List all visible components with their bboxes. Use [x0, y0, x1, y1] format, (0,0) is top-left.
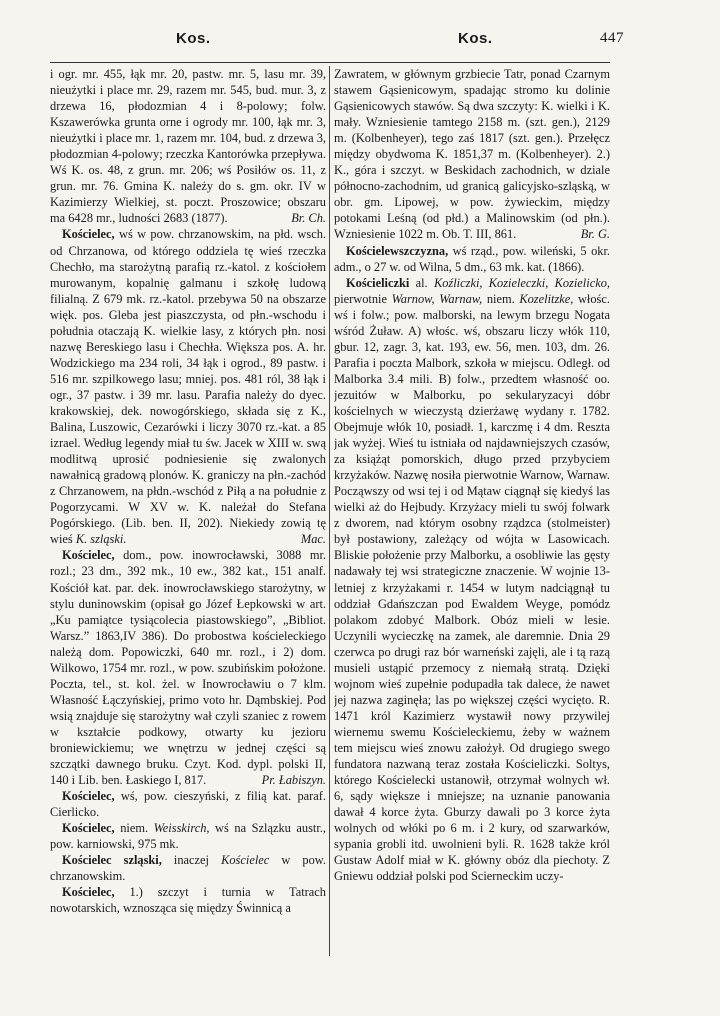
entry-text: inaczej: [161, 853, 222, 868]
entry-koscielec-cieszynski: [50, 788, 326, 820]
entry-headword: Kościelec,: [62, 789, 115, 804]
entry-koscielec-szlaski: [50, 852, 326, 884]
entry-koscielec-tatry: [50, 884, 326, 916]
entry-text: wś rząd., pow. wileński, 5 okr. adm., o 27 w. od Wilna, 5 dm., 63 mk. kat. (1866).: [334, 243, 610, 274]
entry-koscielec-inowroclawski: [50, 547, 326, 788]
entry-text: wś na Szlązku austr., pow. karniowski, 975 mk.: [50, 821, 326, 852]
entry-text: w pow. chrzanowskim.: [50, 853, 326, 884]
entry-text: wś w pow. chrzanowskim, na płd. wsch. od Chrzanowa, od którego oddziela tę wieś rzeczka Chechło, ma starożytną parafią rz.-katol. z kościołem murowanym, kopalnię galmanu i szkołę ludową filialną. Z 679 mk. rz.-katol. przebywa 50 na obszarze więk. pos. Gleba jest piaszczysta, od płn.-wschodu i południa otaczają K. wielkie lasy, z których płn. nosi nazwę Bereskiego lasu i Chechła. Większa pos. A. hr. Wodzickiego ma 234 roli, 34 łąk i ogrod., 89 pastw. i 516 mr. szpilkowego lasu; mniej. pos. 481 ról, 38 łąk i ogr., 37 pastw. i 39 mr. lasu. Parafia należy do dyec. krakowskiej, dek. nowogórskiego, składa się z K., Balina, Luszowic, Cezarówki i liczy 3070 rz.-kat. a 85 izrael. Według legendy miał tu św. Jacek w XIII w. swą modlitwą uprosić podniesienie się zwalonych nawałnicą gradową plonów. K. graniczy na płn.-zachód z Chrzanowem, na płdn.-wschód z Piłą a na południe z Pogorzycami. W XV w. K. należał do Stefana Pogórskiego. (Lib. ben. II, 202). Niekiedy zowią tę wieś: [50, 227, 326, 547]
entry-headword: Kościelec,: [62, 885, 115, 900]
entry-signature: Mac.: [300, 532, 326, 547]
left-column: [50, 66, 326, 956]
entry-italic-name: Kościelec: [221, 853, 270, 868]
entry-text: 1.) szczyt i turnia w Tatrach nowotarskich, wznosząca się między Świnnicą a: [50, 885, 326, 916]
running-header: [44, 30, 624, 52]
entry-italic-name: Warnow, Warnaw,: [391, 291, 483, 306]
entry-signature: Pr. Łabiszyn.: [261, 773, 326, 788]
entry-headword: Kościelewszczyzna,: [346, 243, 449, 258]
right-running-head: Kos.: [458, 30, 493, 47]
column-divider: [329, 66, 330, 956]
entry-koscielec-chrzanowski: [50, 226, 326, 547]
text-columns: [50, 66, 610, 956]
entry-headword: Kościelec,: [62, 821, 115, 836]
entry-italic-name: Koźliczki, Kozieleczki, Kozielicko,: [433, 275, 610, 290]
entry-italic-name: K. szląski.: [75, 532, 127, 547]
right-column: [334, 66, 610, 956]
entry-text: Zawratem, w głównym grzbiecie Tatr, ponad Czarnym stawem Gąsienicowym, spadając stromo ku dolinie Gąsienicowych stawów. Są dwa szczyty: K. wielki i K. mały. Wzniesienie tamtego 2158 m. (szt. gen.), 2129 m. (Kolbenheyer), tego zaś 1817 (szt. gen.). Przełęcz między obydwoma K. 1851,37 m. (Kolbenheyer). 2.) K., góra i szczyt. w Beskidach zachodnich, w dziale północno-zachodnim, ud granicą galicyjsko-szląską, w obr. gm. Lipowej, w pow. żywieckim, między potokami Leśną (od płd.) a Malinowskim (od płn.). Wzniesienie 1022 m. Ob. T. III, 861.: [334, 67, 610, 242]
entry-italic-name: Kozelitzke,: [519, 291, 574, 306]
entry-text: i ogr. mr. 455, łąk mr. 20, pastw. mr. 5, lasu mr. 39, nieużytki i place mr. 29, razem mr. 545, bud. mur. 3, z drzewa 16, płodozmian 4 i 8-polowy; folw. Kszawerówka grunta orne i ogrody mr. 100, łąk mr. 3, nieużytki i place mr. 1, razem mr. 104, bud. z drzewa 3, płodozmian 4-polowy; rzeczka Kantorówka przepływa. Wś K. os. 48, z grun. mr. 206; wś Posiłów os. 11, z grun. mr. 76. Gmina K. należy do s. gm. okr. IV w Kazimierzy Wielkiej, st. poczt. Proszowice; obszaru ma 6428 mr., ludności 2683 (1877).: [50, 67, 326, 226]
entry-headword: Kościelec szląski,: [62, 853, 162, 868]
entry-continuation: [50, 66, 326, 226]
entry-continuation: [334, 66, 610, 243]
entry-koscielewszczyzna: [334, 243, 610, 275]
entry-text: pierwotnie: [334, 291, 392, 306]
entry-koscielec-karniowski: [50, 820, 326, 852]
page-number: 447: [600, 30, 624, 46]
entry-italic-name: Weisskirch,: [153, 821, 210, 836]
entry-signature: Br. G.: [580, 227, 610, 242]
entry-signature: Br. Ch.: [291, 211, 326, 226]
entry-text: niem.: [482, 291, 520, 306]
entry-text: niem.: [114, 821, 154, 836]
entry-text: dom., pow. inowrocławski, 3088 mr. rozl.; 23 dm., 392 mk., 10 ew., 382 kat., 151 analf. Kościół kat. par. dek. inowrocławskiego starożytny, w stylu duninowskim (opisał go Józef Łepkowski w art. „Ku pamiątce tysiącolecia piastowskiego”, „Bibliot. Warsz.” 1863,IV 386). Do probostwa kościeleckiego należą dom. Popowiczki, 640 mr. rozl., i 2) dom. Wilkowo, 1754 mr. rozl., w pow. szubińskim położone. Poczta, tel., st. kol. żel. w Inowrocławiu o 7 klm. Własność Łączyńskiej, primo voto hr. Dąmbskiej. Pod wsią znajduje się starożytny wał czyli szaniec z rowem w kształcie podkowy, otwarty ku jezioru broniewickiemu; we wnętrzu w jednej części są szczątki dawnego bruku. Czyt. Kod. dypl. polski II, 140 i Lib. ben. Łaskiego I, 817.: [50, 548, 326, 788]
entry-text: al.: [409, 275, 434, 290]
entry-headword: Kościelec,: [62, 548, 115, 563]
entry-headword: Kościeliczki: [346, 275, 410, 290]
entry-text: wś, pow. cieszyński, z filią kat. paraf. Cierlicko.: [50, 789, 326, 820]
entry-text: włośc. wś i folw.; pow. malborski, na lewym brzegu Nogata wśród Żuław. A) włośc. wś, obszaru liczy włók 110, gbur. 12, zagr. 3, kat. 193, ew. 56, men. 103, dm. 26. Parafia i poczta Malbork, szkoła w miejscu. Odległ. od Malborka 3.4 mili. B) folw., przedtem własność oo. jezuitów w Malborku, po sekularyzacyi dóbr kościelnych w wieczystą dzierżawę wydany r. 1782. Obejmuje włók 10, posiadł. 1, karczmę i 4 dm. Reszta jak wyżej. Wieś tu istniała od najdawniejszych czasów, za książąt pomorskich, długo przed przybyciem krzyżaków. Nazwę nosiła pierwotnie Warnow, Warnaw. Począwszy od wsi tej i od Mątaw ciągnął się kiedyś las wielki aż do Hejbudy. Krzyżacy mieli tu swój folwark z dworem, nad którym osobny rządzca (stolmeister) był postawiony, zależący od wójta w Lasowicach. Bliskie położenie przy Malborku, a osobliwie las gęsty nadawały tej wsi strategiczne znaczenie. W wojnie 13-letniej z krzyżakami r. 1454 w lutym nadciągnął tu oddział Gdańszczan pod Ewaldem Weyge, pomódz polakom zdobyć Malbork. Obóz mieli w lesie. Uczynili wycieczkę na zamek, ale daremnie. Dnia 29 czerwca po drugi raz bór warneński zajęli, ale i tą razą musieli ustąpić przemocy z niemałą stratą. Dzięki wojnom wieś zupełnie podupadła tak dalece, że nawet jej nazwa zaginęła; las po większej części wycięto. R. 1471 król Kazimierz wystawił nowy przywilej wiernemu swemu Kościeleckiemu, żeby w ważnem tem miejscu wieś znowu założył. Od drugiego swego fundatora nazwaną teraz została Kościeliczki. Soltys, którego Kościelecki ustanowił, otrzymał wolnych wł. 6, sądy większe i mniejsze; na uznanie panowania dawał 4 korce żyta. Gburzy dawali po 3 korce żyta wolnych od włóki po 6 m. i 2 kury, od szarwarków, sypania grobli itd. uwolnieni byli. R. 1628 także król Gustaw Adolf miał w K. główny obóz dla piechoty. Z Gniewu oddział polski pod Scierneckim uczy-: [334, 291, 610, 884]
header-rule: [50, 62, 610, 63]
entry-koscieliczki: [334, 275, 610, 885]
left-running-head: Kos.: [176, 30, 211, 47]
entry-headword: Kościelec,: [62, 227, 115, 242]
